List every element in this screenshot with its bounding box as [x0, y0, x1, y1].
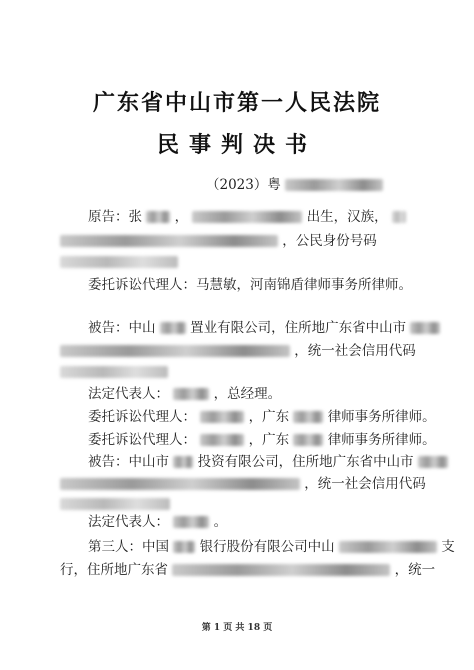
defendant1-mid: 置业有限公司，住所地广东省中山市 [190, 319, 407, 336]
third-party-branch: 支 [441, 538, 455, 555]
defendant2-rep-label: 法定代表人： [88, 513, 169, 530]
defendant1-line-2 [60, 341, 416, 360]
plaintiff-agent: 委托诉讼代理人：马慧敏，河南锦盾律师事务所律师。 [88, 276, 412, 293]
plaintiff-line-3 [60, 252, 178, 270]
defendant2-line-3 [60, 494, 170, 512]
plaintiff-line-2 [60, 231, 377, 250]
defendant2-line-1 [88, 452, 448, 471]
redacted-id-number [60, 256, 178, 268]
plaintiff-id: ，公民身份号码 [282, 232, 377, 249]
defendant1-agent2-line [88, 407, 436, 426]
third-party-line-2 [60, 560, 435, 579]
redacted-address [60, 345, 290, 357]
defendant1-prefix: 被告：中山 [88, 319, 156, 336]
plaintiff-sep: ， [174, 208, 189, 225]
redacted-credit-code [60, 366, 168, 378]
agent2-city: ，广东 [248, 408, 290, 425]
redacted-company-name [160, 322, 186, 334]
defendant2-credit: ，统一社会信用代码 [304, 475, 426, 492]
document-title: 民事判决书 [156, 132, 317, 158]
agent2-label: 委托诉讼代理人： [88, 408, 196, 425]
redacted-case-number [285, 179, 383, 191]
defendant1-line-3 [60, 362, 168, 380]
redacted-address [172, 564, 390, 576]
plaintiff-label: 原告：张 [88, 208, 142, 225]
redacted-text [418, 456, 448, 468]
third-party-l2-end: ，统一 [394, 561, 436, 578]
defendant1-credit: ，统一社会信用代码 [294, 342, 416, 359]
defendant2-mid: 投资有限公司，住所地广东省中山市 [197, 453, 414, 470]
redacted-text [293, 434, 323, 446]
page-number: 第 1 页 共 18 页 [201, 623, 273, 633]
third-party-mid: 银行股份有限公司中山 [199, 538, 335, 555]
redacted-text [410, 322, 440, 334]
case-number-line [206, 175, 383, 194]
defendant1-rep-label: 法定代表人： [88, 385, 169, 402]
redacted-address [60, 478, 300, 490]
redacted-name [146, 211, 170, 223]
defendant2-prefix: 被告：中山市 [88, 453, 169, 470]
plaintiff-line-1 [88, 207, 406, 226]
plaintiff-agent-line [88, 275, 412, 294]
agent3-label: 委托诉讼代理人： [88, 431, 196, 448]
redacted-text [392, 211, 406, 223]
third-party-line-1 [88, 537, 455, 556]
redacted-birthdate [192, 211, 302, 223]
defendant2-rep-end: 。 [213, 513, 228, 530]
defendant1-rep-title: ，总经理。 [213, 385, 282, 402]
redacted-bank-name [173, 541, 195, 553]
defendant1-line-1 [88, 318, 440, 337]
court-name: 广东省中山市第一人民法院 [92, 90, 381, 116]
redacted-name [200, 434, 244, 446]
redacted-credit-code [60, 498, 170, 510]
defendant2-rep-line [88, 512, 227, 531]
agent3-firm: 律师事务所律师。 [327, 431, 436, 448]
plaintiff-born: 出生，汉族， [306, 208, 388, 225]
third-party-prefix: 第三人：中国 [88, 538, 169, 555]
defendant1-rep-line [88, 384, 281, 403]
defendant2-line-2 [60, 474, 426, 493]
redacted-text [293, 411, 323, 423]
redacted-branch-name [339, 541, 437, 553]
redacted-name [200, 411, 244, 423]
agent2-firm: 律师事务所律师。 [327, 408, 436, 425]
redacted-company-name [173, 456, 193, 468]
agent3-city: ，广东 [248, 431, 290, 448]
redacted-name [173, 516, 209, 528]
third-party-l2-start: 行，住所地广东省 [60, 561, 168, 578]
case-number-prefix: （2023）粤 [206, 176, 281, 193]
redacted-name [173, 388, 209, 400]
redacted-address [60, 235, 278, 247]
defendant1-agent3-line [88, 430, 436, 449]
